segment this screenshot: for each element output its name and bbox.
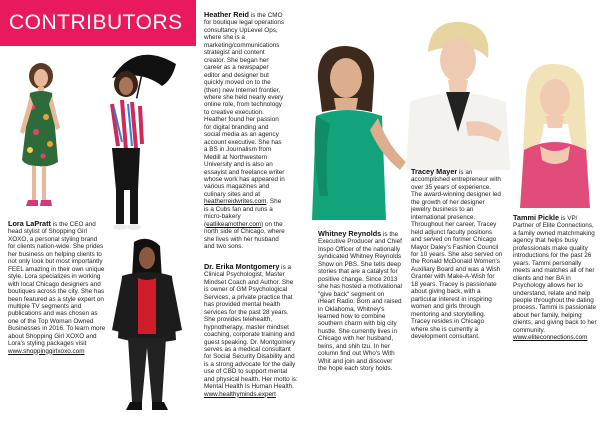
lora-bio [8,220,106,420]
contributors-banner [0,0,196,46]
page-title: CONTRIBUTORS [9,11,183,34]
lora-bio-text: is the CEO and head stylist of Shopping Girl XOXO, a personal styling brand for clients nation-wide. She prides her business on helping clients to not only look but most importantly FEEL amazing in their own unique style. Lora specializes in working with local Chicago designers and boutiques across the city. She has been featured as a style expert on multiple TV segments and publications and was chosen as one of the Top Woman Owned Businesses in 2016. To learn more about Shopping Girl XOXO and Lora's styling packages visit [8,221,106,348]
tracey-name: Tracey Mayer [411,168,458,176]
heather-website-link[interactable]: heatherreidwrites.com [204,198,267,206]
whitney-bio-text: is the Executive Producer and Chief Inspo Officer of the nationally syndicated Whitney Reynolds Show on PBS. She tells deep stories that are a catalyst for positive change. Since 2013 she has hosted a motivational "give back" segment on iHeart Radio. Born and raised in Oklahoma, Whitney's learned how to combine southern charm with big city hustle. She currently lives in Chicago with her husband, twins, and shih tzu. In her column find out Who's With Whit and join and discover the hope each story holds. [318,231,402,373]
erika-photo [110,238,184,418]
heather-name: Heather Reid [204,11,250,19]
lora-website-link[interactable]: www.shoppinggirlxoxo.com [8,347,85,355]
tammi-name: Tammi Pickle [513,214,560,222]
heather-bio-text: is the CMO for boutique legal operations consultancy UpLevel Ops, where she is a marketing/communications strategist and content creator. She began her career as a newspaper editor and designer but quickly moved on to the (then) new Internet frontier, where she held nearly every online role, from technology to creative execution. Heather found her passion for digital branding and social media as an agency account executive. She has a BS in Journalism from Medill at Northwestern University and is also an essayist and freelance writer whose work has appeared in various magazines and culinary sites and at [204,12,285,198]
heather-bakery-link[interactable]: eatlikeamother.com [206,220,262,228]
heather-bio-text-3: ) on the north side of Chicago, where she lives with her husband and two sons. [204,220,285,251]
heather-bio-text-2: . She is a Cubs fan and runs a micro-bakery ( [204,198,282,228]
whitney-bio [318,230,402,420]
erika-website-link[interactable]: www.healthyminds.expert [204,390,276,398]
lora-photo [8,62,68,222]
tracey-bio-text: is an accomplished entrepreneur with over 35 years of experience. The award-winning designer led the growth of her designer jewelry business to an international presence. Throughout her career, Tracey held adjunct faculty positions and served on former Chicago Mayor Daley's Fashion Council for 10 years. She also served on the Ronald McDonald Women's Auxiliary Board and was a Wish Granter with Make-A-Wish for 18 years. Tracey is passionate about giving back, with a particular interest in inspiring women and girls through mentoring and storytelling. Tracey resides in Chicago where she is currently a development consultant. [411,169,503,340]
tammi-website-link[interactable]: www.eliteconnections.com [513,334,588,342]
erika-bio-text: is a Clinical Psychologist, Master Mindset Coach and Author. She is owner of GM Psychological Services, a private practice that has provided mental health services for the past 28 years. She provides telehealth, hypnotherapy, master mindset coaching, corporate training and guest speaking. Dr. Montgomery serves as a medical consultant for Social Security Disability and is a strong advocate for the daily use of CBD to support mental and physical health. Her motto is: Mental Health Is Human Health. [204,264,298,391]
erika-bio [204,263,298,423]
heather-bio [204,11,286,261]
tammi-photo [512,64,598,208]
lora-name: Lora LaPratt [8,220,51,228]
tracey-photo [406,22,510,170]
umbrella-woman-photo [92,50,180,240]
tammi-bio [513,214,597,414]
tammi-bio-text: is VP/ Partner of Elite Connections, a family owned matchmaking agency that helps busy professionals make quality introductions for the past 26 years. Tammi personally meets and matches all of her clients and her BA in Psychology allows her to understand, relate and help people throughout the dating process. Tammi is passionate about her family, helping clients, and giving back to her community. [513,215,597,334]
tracey-bio [411,168,503,408]
erika-name: Dr. Erika Montgomery [204,263,280,271]
whitney-name: Whitney Reynolds [318,230,382,238]
whitney-photo [308,46,390,220]
